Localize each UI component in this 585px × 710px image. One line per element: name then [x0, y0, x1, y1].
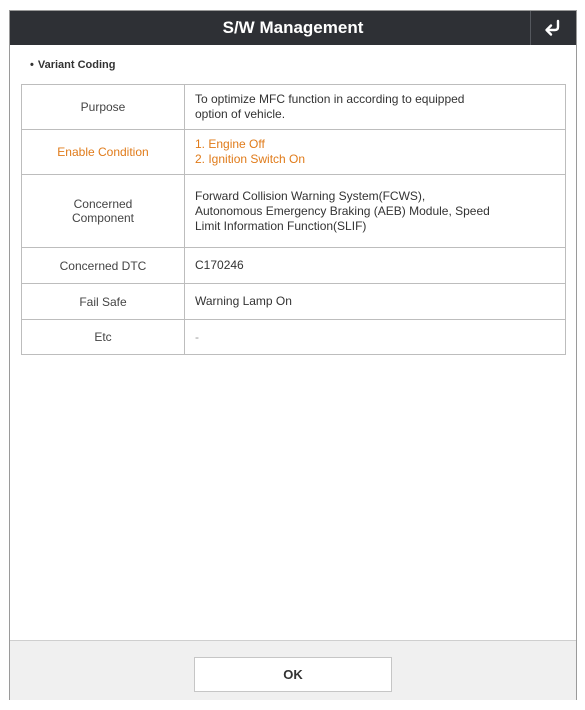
table-row [22, 175, 566, 248]
row-value [185, 130, 566, 175]
row-label: Concerned DTC [22, 248, 185, 284]
table-row [22, 248, 566, 284]
title-bar [10, 11, 576, 45]
back-button[interactable] [530, 11, 576, 45]
info-table [21, 84, 566, 355]
value-line: C170246 [195, 258, 244, 272]
value-line: Limit Information Function(SLIF) [195, 218, 367, 233]
label-line: Concerned [73, 197, 133, 211]
row-label: Purpose [22, 85, 185, 130]
row-value [185, 248, 566, 284]
section-heading [30, 59, 115, 71]
row-label [22, 175, 185, 248]
label-line: Component [71, 211, 135, 225]
table-row [22, 85, 566, 130]
value-line: To optimize MFC function in according to equipped [195, 92, 465, 106]
value-line: 1. Engine Off [195, 137, 265, 151]
value-line: Autonomous Emergency Braking (AEB) Module, Speed [195, 203, 490, 218]
row-value [185, 85, 566, 130]
row-label: Enable Condition [22, 130, 185, 175]
value-line: Forward Collision Warning System(FCWS), [195, 188, 426, 203]
return-arrow-icon [543, 19, 563, 37]
table-row [22, 284, 566, 320]
bullet: • [30, 59, 34, 71]
value-line: - [195, 329, 199, 344]
value-line: Warning Lamp On [195, 294, 292, 308]
row-value [185, 320, 566, 355]
value-line: option of vehicle. [195, 107, 286, 121]
row-value [185, 284, 566, 320]
sw-management-dialog [9, 10, 577, 700]
row-value [185, 175, 566, 248]
ok-button[interactable]: OK [194, 657, 392, 692]
table-row [22, 130, 566, 175]
dialog-footer [10, 640, 576, 700]
row-label: Etc [22, 320, 185, 355]
section-heading-text: Variant Coding [37, 59, 116, 71]
value-line: 2. Ignition Switch On [195, 152, 306, 166]
table-row [22, 320, 566, 355]
row-label: Fail Safe [22, 284, 185, 320]
dialog-title: S/W Management [222, 18, 364, 37]
